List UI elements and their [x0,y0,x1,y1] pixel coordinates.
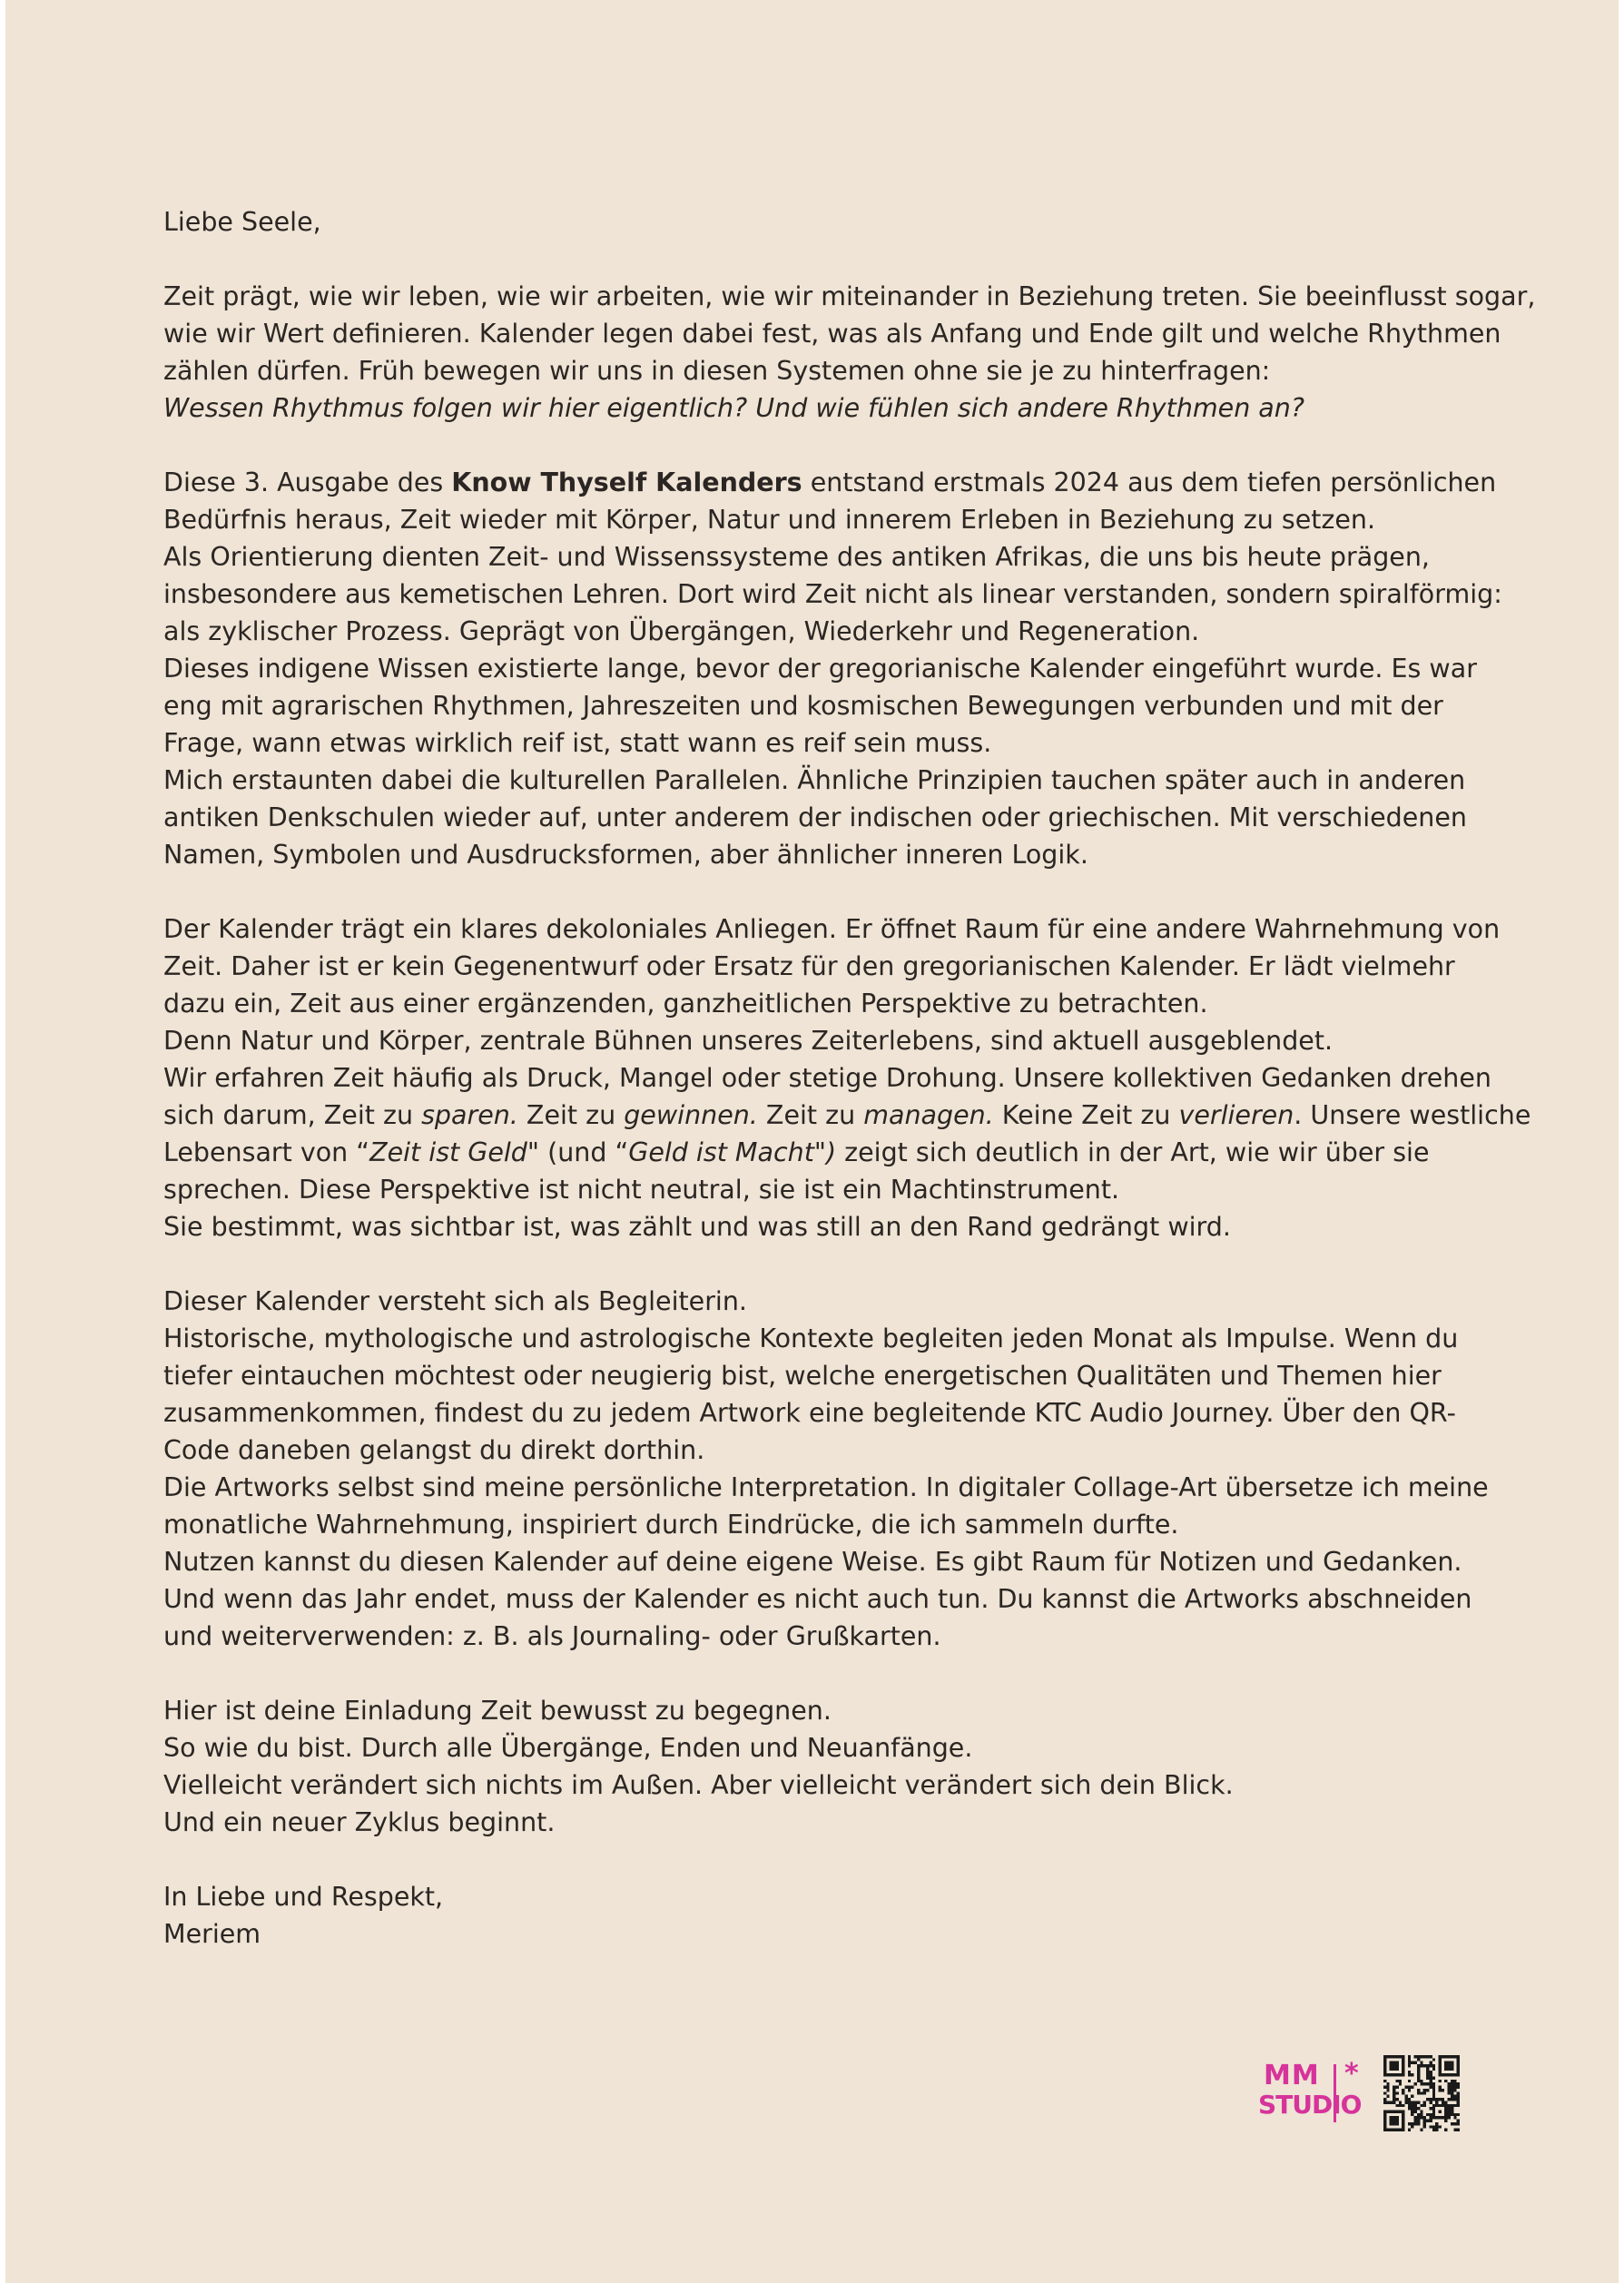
text-line [163,464,1497,501]
text-run: Als Orientierung dienten Zeit- und Wissenssysteme des antiken Afrikas, die uns bis heute prägen, [163,542,1430,572]
text-run: und weiterverwenden: z. B. als Journaling- oder Grußkarten. [163,1621,941,1651]
text-line [163,1432,1480,1469]
footer [1258,2053,1467,2144]
text-run: dazu ein, Zeit aus einer ergänzenden, ganzheitlichen Perspektive zu betrachten. [163,989,1208,1018]
italic-text: gewinnen. [624,1100,758,1130]
salutation: Liebe Seele, [163,207,321,237]
text-run: Bedürfnis heraus, Zeit wieder mit Körper, Natur und innerem Erleben in Beziehung zu setzen. [163,505,1376,535]
text-run: wie wir Wert definieren. Kalender legen dabei fest, was als Anfang und Ende gilt und welche Rhythmen [163,319,1501,349]
text-line [163,538,1480,576]
text-line [163,1320,1480,1357]
letter-body [163,203,1536,1953]
paragraph-1 [163,278,1536,427]
text-line [163,352,1480,389]
text-line [163,278,1536,315]
italic-text: managen. [863,1100,994,1130]
text-line [163,1134,1480,1171]
text-run: So wie du bist. Durch alle Übergänge, Enden und Neuanfänge. [163,1733,973,1763]
text-run: " (und “ [527,1137,629,1167]
text-run: Frage, wann etwas wirklich reif ist, statt wann es reif sein muss. [163,728,992,758]
text-line [163,1804,1480,1841]
text-line [163,1766,1480,1804]
italic-text: Geld ist Macht") [628,1137,837,1167]
text-run: Diese 3. Ausgabe des [163,467,452,497]
text-line [163,315,1501,352]
mm-studio-logo [1258,2058,1376,2130]
signature-name: Meriem [163,1919,261,1949]
text-run: sich darum, Zeit zu [163,1100,422,1130]
text-line [163,1059,1491,1097]
text-run: . Unsere westliche [1294,1100,1531,1130]
text-line [163,1618,1480,1655]
text-run: zusammenkommen, findest du zu jedem Artwork eine begleitende KTC Audio Journey. Über den QR- [163,1398,1456,1428]
text-run: Namen, Symbolen und Ausdrucksformen, aber ähnlicher inneren Logik. [163,840,1088,870]
logo-text-top: MM [1264,2060,1320,2091]
text-run: zählen dürfen. Früh bewegen wir uns in diesen Systemen ohne sie je zu hinterfragen: [163,356,1271,386]
text-line [163,1022,1480,1059]
text-line [163,1394,1480,1432]
signature-block [163,1878,1480,1953]
text-run: Keine Zeit zu [993,1100,1179,1130]
text-run: Zeit zu [757,1100,864,1130]
text-line [163,1692,1480,1729]
text-line [163,389,1480,427]
text-run: Mich erstaunten dabei die kulturellen Parallelen. Ähnliche Prinzipien tauchen später auch in anderen [163,765,1466,795]
bold-text: Know Thyself Kalenders [451,467,802,497]
text-line [163,613,1480,650]
text-run: Zeit. Daher ist er kein Gegenentwurf oder Ersatz für den gregorianischen Kalender. Er lädt vielmehr [163,951,1455,981]
text-line [163,836,1480,873]
text-run: insbesondere aus kemetischen Lehren. Dort wird Zeit nicht als linear verstanden, sondern spiralförmig: [163,579,1502,609]
text-line [163,724,1480,762]
paragraph-4 [163,1283,1489,1655]
text-run: Historische, mythologische und astrologische Kontexte begleiten jeden Monat als Impulse. Wenn du [163,1324,1459,1353]
text-run: Denn Natur und Körper, zentrale Bühnen unseres Zeiterlebens, sind aktuell ausgeblendet. [163,1026,1334,1056]
text-line [163,1208,1480,1245]
text-line [163,1097,1531,1134]
text-line [163,576,1502,613]
text-run: Dieser Kalender versteht sich als Begleiterin. [163,1286,747,1316]
text-run: Hier ist deine Einladung Zeit bewusst zu begegnen. [163,1696,832,1726]
logo-asterisk: * [1344,2058,1359,2090]
text-run: Die Artworks selbst sind meine persönliche Interpretation. In digitaler Collage-Art übersetze ich meine [163,1472,1489,1502]
text-run: Zeit zu [517,1100,625,1130]
text-line [163,799,1480,836]
text-line [163,910,1501,948]
text-run: Zeit prägt, wie wir leben, wie wir arbeiten, wie wir miteinander in Beziehung treten. Sie beeinflusst sogar, [163,281,1536,311]
text-run: Wir erfahren Zeit häufig als Druck, Mangel oder stetige Drohung. Unsere kollektiven Gedanken drehen [163,1063,1491,1093]
text-run: entstand erstmals 2024 aus dem tiefen persönlichen [802,467,1497,497]
logo-text-bottom: STUDIO [1258,2090,1362,2120]
text-run: Vielleicht verändert sich nichts im Außen. Aber vielleicht verändert sich dein Blick. [163,1770,1234,1800]
qr-code-icon[interactable] [1383,2055,1460,2131]
text-line [163,1171,1480,1208]
letter-page [5,0,1619,2283]
text-line [163,948,1480,985]
text-run: Und wenn das Jahr endet, muss der Kalender es nicht auch tun. Du kannst die Artworks abschneiden [163,1584,1472,1614]
text-run: Lebensart von “ [163,1137,370,1167]
paragraph-5 [163,1692,1480,1841]
text-line [163,1357,1480,1394]
text-line [163,501,1480,538]
text-run: tiefer eintauchen möchtest oder neugierig bist, welche energetischen Qualitäten und Themen hier [163,1361,1442,1391]
italic-text: verlieren [1178,1100,1294,1130]
closing: In Liebe und Respekt, [163,1882,444,1912]
text-run: zeigt sich deutlich in der Art, wie wir über sie [836,1137,1430,1167]
text-line [163,650,1480,687]
text-run: monatliche Wahrnehmung, inspiriert durch Eindrücke, die ich sammeln durfte. [163,1510,1179,1540]
text-run: sprechen. Diese Perspektive ist nicht neutral, sie ist ein Machtinstrument. [163,1175,1120,1205]
text-line [163,1729,1480,1766]
text-line [163,1283,1480,1320]
text-run: Sie bestimmt, was sichtbar ist, was zählt und was still an den Rand gedrängt wird. [163,1212,1231,1242]
text-line [163,762,1480,799]
paragraph-2 [163,464,1502,873]
text-line [163,1469,1489,1506]
text-line [163,985,1480,1022]
letter-paragraphs [163,278,1536,1841]
text-line [163,1543,1480,1580]
text-run: als zyklischer Prozess. Geprägt von Übergängen, Wiederkehr und Regeneration. [163,616,1200,646]
paragraph-3 [163,910,1531,1245]
text-run: Nutzen kannst du diesen Kalender auf deine eigene Weise. Es gibt Raum für Notizen und Gedanken. [163,1547,1462,1577]
text-run: Code daneben gelangst du direkt dorthin. [163,1435,705,1465]
italic-text: Wessen Rhythmus folgen wir hier eigentlich? Und wie fühlen sich andere Rhythmen an? [163,393,1304,423]
text-line [163,1506,1480,1543]
text-run: eng mit agrarischen Rhythmen, Jahreszeiten und kosmischen Bewegungen verbunden und mit der [163,691,1443,721]
italic-text: sparen. [421,1100,518,1130]
text-line [163,687,1480,724]
text-run: Dieses indigene Wissen existierte lange, bevor der gregorianische Kalender eingeführt wurde. Es war [163,654,1477,684]
text-run: Und ein neuer Zyklus beginnt. [163,1807,556,1837]
text-line [163,1580,1480,1618]
text-run: Der Kalender trägt ein klares dekoloniales Anliegen. Er öffnet Raum für eine andere Wahrnehmung von [163,914,1501,944]
text-run: antiken Denkschulen wieder auf, unter anderem der indischen oder griechischen. Mit verschiedenen [163,802,1467,832]
italic-text: Zeit ist Geld [369,1137,527,1167]
